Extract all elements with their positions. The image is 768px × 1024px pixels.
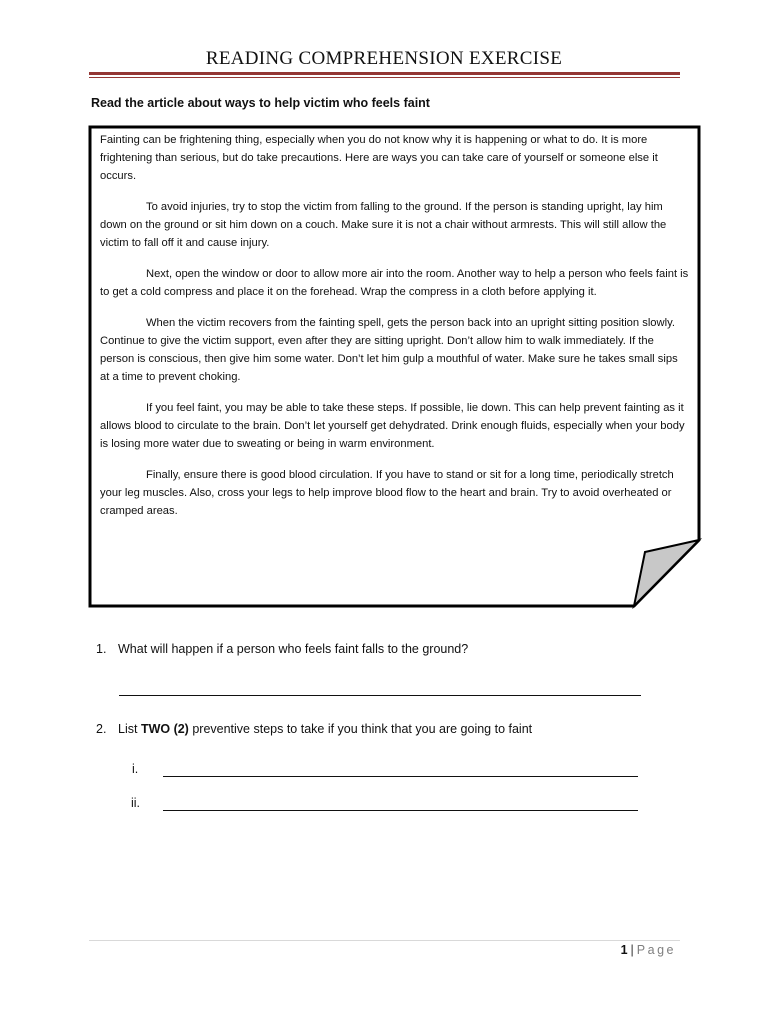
answer-line-2ii[interactable] (163, 810, 638, 811)
question-text-end: preventive steps to take if you think that you are going to faint (188, 722, 533, 736)
page-footer (621, 943, 676, 957)
answer-line-1[interactable] (119, 695, 641, 696)
answer-line-2i[interactable] (163, 776, 638, 777)
article-paragraph: When the victim recovers from the fainting spell, gets the person back into an upright sitting position slowly. Continue to give the victim support, even after they are sitting upright. Don’t allow him to walk immediately. If the person is conscious, then give him some water. Don’t let him gulp a mouthful of water. Make sure he takes small sips at a time to prevent choking. (100, 317, 678, 383)
sub-answer-label-i: i. (132, 762, 139, 776)
article-text (100, 131, 690, 533)
article-paragraph: Fainting can be frightening thing, especially when you do not know why it is happening or what to do. It is more frightening than serious, but do take precautions. Here are ways you can take care of yourself or someone else it occurs. (100, 134, 658, 182)
question-number: 1. (96, 642, 107, 656)
article-paragraph: If you feel faint, you may be able to take these steps. If possible, lie down. This can help prevent fainting as it allows blood to circulate to the brain. Don’t let yourself get dehydrated. Drink enough fluids, especially when your body is losing more water due to sweating or being in warm environment. (100, 402, 685, 450)
footer-rule (89, 940, 680, 941)
footer-separator: | (630, 943, 634, 957)
instruction-text: Read the article about ways to help victim who feels faint (91, 96, 430, 110)
page-word: Page (636, 943, 676, 957)
article-paragraph: Next, open the window or door to allow more air into the room. Another way to help a person who feels faint is to get a cold compress and place it on the forehead. Wrap the compress in a cloth before applying it. (100, 268, 689, 298)
question-2 (96, 722, 532, 736)
page-number: 1 (620, 943, 628, 957)
question-text-start: List (118, 722, 141, 736)
page-title: READING COMPREHENSION EXERCISE (205, 48, 563, 69)
sub-answer-label-ii: ii. (131, 796, 141, 810)
question-text: What will happen if a person who feels faint falls to the ground? (118, 642, 469, 656)
question-text-emphasis: TWO (2) (140, 722, 189, 736)
question-number: 2. (96, 722, 107, 736)
article-paragraph: To avoid injuries, try to stop the victim from falling to the ground. If the person is standing upright, lay him down on the ground or sit him down on a couch. Make sure it is not a chair without armrests. This will still allow the victim to fall off it and cause injury. (100, 201, 667, 249)
question-1 (96, 642, 468, 656)
article-paragraph: Finally, ensure there is good blood circulation. If you have to stand or sit for a long time, periodically stretch your leg muscles. Also, cross your legs to help improve blood flow to the heart and brain. Try to avoid overheated or cramped areas. (100, 469, 674, 517)
